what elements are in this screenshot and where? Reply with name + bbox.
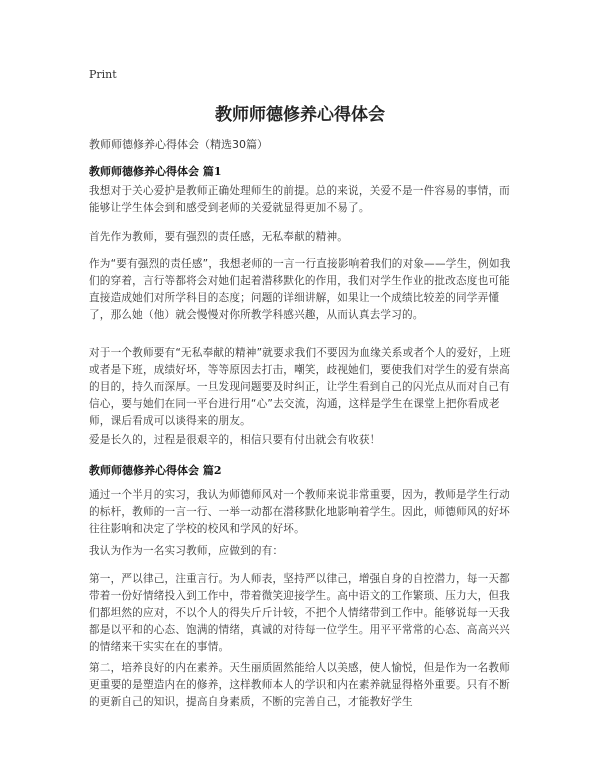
- paragraph: 我想对于关心爱护是教师正确处理师生的前提。总的来说，关爱不是一件容易的事情，而能够让学生体会到和感受到老师的关爱就显得更加不易了。: [89, 185, 510, 214]
- paragraph: 通过一个半月的实习，我认为师德师风对一个教师来说非常重要，因为，教师是学生行动的标杆，教师的一言一行、一举一动都在潜移默化地影响着学生。因此，师德师风的好坏往往影响和决定了学校的校风和学风的好坏。: [89, 489, 510, 535]
- print-link[interactable]: Print: [89, 68, 117, 81]
- paragraph: 我认为作为一名实习教师，应做到的有：: [89, 545, 284, 557]
- section-heading-1: 教师师德修养心得体会 篇1: [89, 165, 222, 178]
- paragraph: 第二，培养良好的内在素养。天生丽质固然能给人以美感，使人愉悦，但是作为一名教师更重要的是塑造内在的修养，这样教师本人的学识和内在素养就显得格外重要。只有不断的更新自己的知识，提高自身素质，不断的完善自己，才能教好学生: [89, 662, 510, 708]
- page-title: 教师师德修养心得体会: [215, 105, 385, 125]
- paragraph: 对于一个教师要有“无私奉献的精神”就要求我们不要因为血缘关系或者个人的爱好，上班或者是下班，成绩好坏，等等原因去打击，嘲笑，歧视她们，要使我们对学生的爱有崇高的目的，持久而深厚。一旦发现问题要及时纠正，让学生看到自己的闪光点从而对自己有信心，要与她们在同一平台进行用“心”去交流，沟通，这样是学生在课堂上把你看成老师，课后看成可以谈得来的朋友。: [89, 347, 511, 427]
- subtitle: 教师师德修养心得体会（精选30篇）: [89, 138, 268, 151]
- section-heading-2: 教师师德修养心得体会 篇2: [89, 464, 222, 477]
- paragraph: 首先作为教师，要有强烈的责任感，无私奉献的精神。: [89, 231, 349, 243]
- paragraph: 爱是长久的，过程是很艰辛的，相信只要有付出就会有收获！: [89, 434, 381, 446]
- paragraph: 作为“要有强烈的责任感”，我想老师的一言一行直接影响着我们的对象——学生，例如我们的穿着，言行等都将会对她们起着潜移默化的作用，我们对学生作业的批改态度也可能直接造成她们对所学科目的态度；问题的详细讲解，如果让一个成绩比较差的同学弄懂了，那么她（他）就会慢慢对你所教学科感兴趣，从而认真去学习的。: [89, 258, 511, 321]
- paragraph: 第一，严以律己，注重言行。为人师表，坚持严以律己，增强自身的自控潜力，每一天都带着一份好情绪投入到工作中，带着微笑迎接学生。高中语文的工作繁琐、压力大，但我们都坦然的应对，不以个人的得失斤斤计较，不把个人情绪带到工作中。能够说每一天我都是以平和的心态、饱满的情绪，真诚的对待每一位学生。用平平常常的心态、高高兴兴的情绪来干实实在在的事情。: [89, 573, 510, 653]
